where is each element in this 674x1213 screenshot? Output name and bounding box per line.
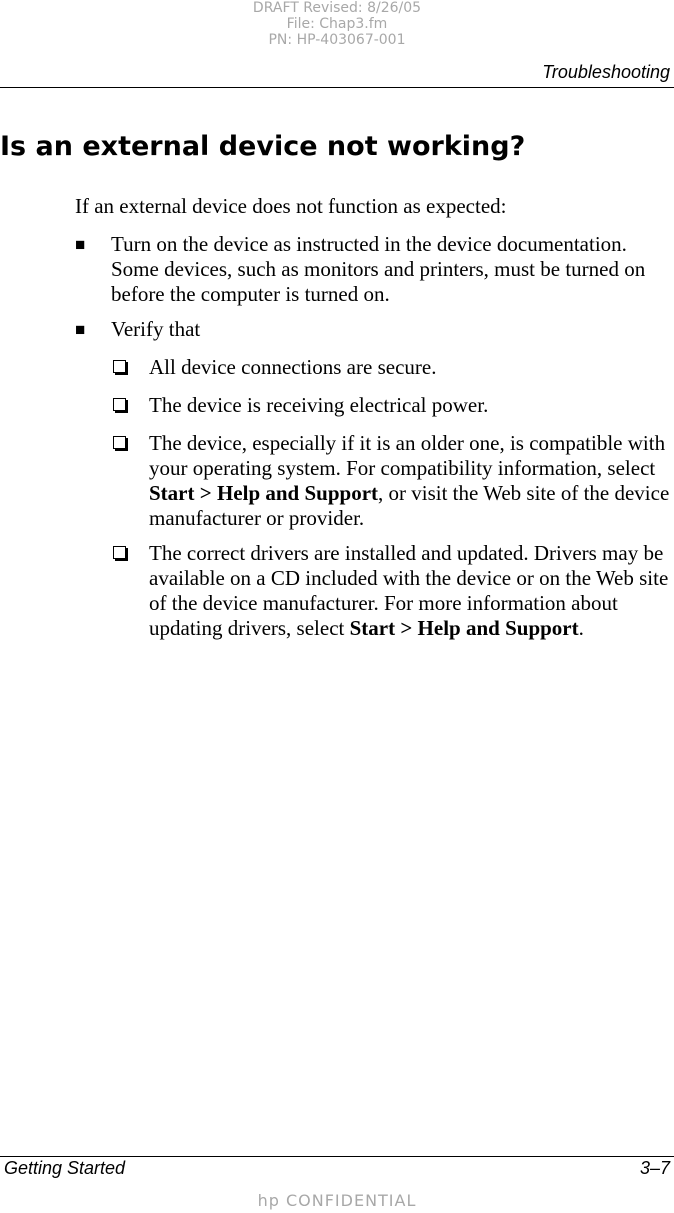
draft-revised-line: DRAFT Revised: 8/26/05 xyxy=(252,0,422,16)
square-bullet-icon: ■ xyxy=(75,235,86,254)
sub-bullet-text: . xyxy=(578,616,584,640)
sub-bullet-text: The correct drivers are installed and updated. Drivers may be available on a CD included with the device or on the Web site of the device manufacturer. For more information about updating drivers, select xyxy=(149,541,669,640)
draft-pn-line: PN: HP-403067-001 xyxy=(268,32,406,48)
sub-bullet-item: The device is receiving electrical power. xyxy=(149,393,489,417)
sub-bullet-item xyxy=(149,431,674,531)
book-title: Getting Started xyxy=(4,1158,126,1178)
bullet-item: Verify that xyxy=(111,317,201,341)
checkbox-bullet-icon xyxy=(113,546,126,559)
running-head: Troubleshooting xyxy=(542,62,670,82)
sub-bullet-text: , or visit the Web site of the device manufacturer or provider. xyxy=(149,481,670,530)
checkbox-bullet-icon xyxy=(113,360,126,373)
checkbox-bullet-icon xyxy=(113,436,126,449)
section-title: Is an external device not working? xyxy=(0,131,526,162)
menu-path: Start > Help and Support xyxy=(349,616,579,640)
bullet-item: Turn on the device as instructed in the device documentation. Some devices, such as monitors and printers, must be turned on before the computer is turned on. xyxy=(111,232,646,306)
footer-rule xyxy=(0,1156,674,1157)
header-rule xyxy=(0,87,674,88)
page-number: 3–7 xyxy=(639,1158,670,1178)
sub-bullet-item xyxy=(149,541,674,641)
intro-paragraph: If an external device does not function as expected: xyxy=(75,194,507,218)
sub-bullet-text: The device, especially if it is an older one, is compatible with your operating system. For compatibility information, select xyxy=(149,431,666,480)
checkbox-bullet-icon xyxy=(113,398,126,411)
draft-file-line: File: Chap3.fm xyxy=(286,16,388,32)
draft-stamp xyxy=(0,0,674,48)
menu-path: Start > Help and Support xyxy=(149,481,379,505)
sub-bullet-item: All device connections are secure. xyxy=(149,355,437,379)
confidential-stamp: hp CONFIDENTIAL xyxy=(257,1191,417,1210)
square-bullet-icon: ■ xyxy=(75,320,86,339)
